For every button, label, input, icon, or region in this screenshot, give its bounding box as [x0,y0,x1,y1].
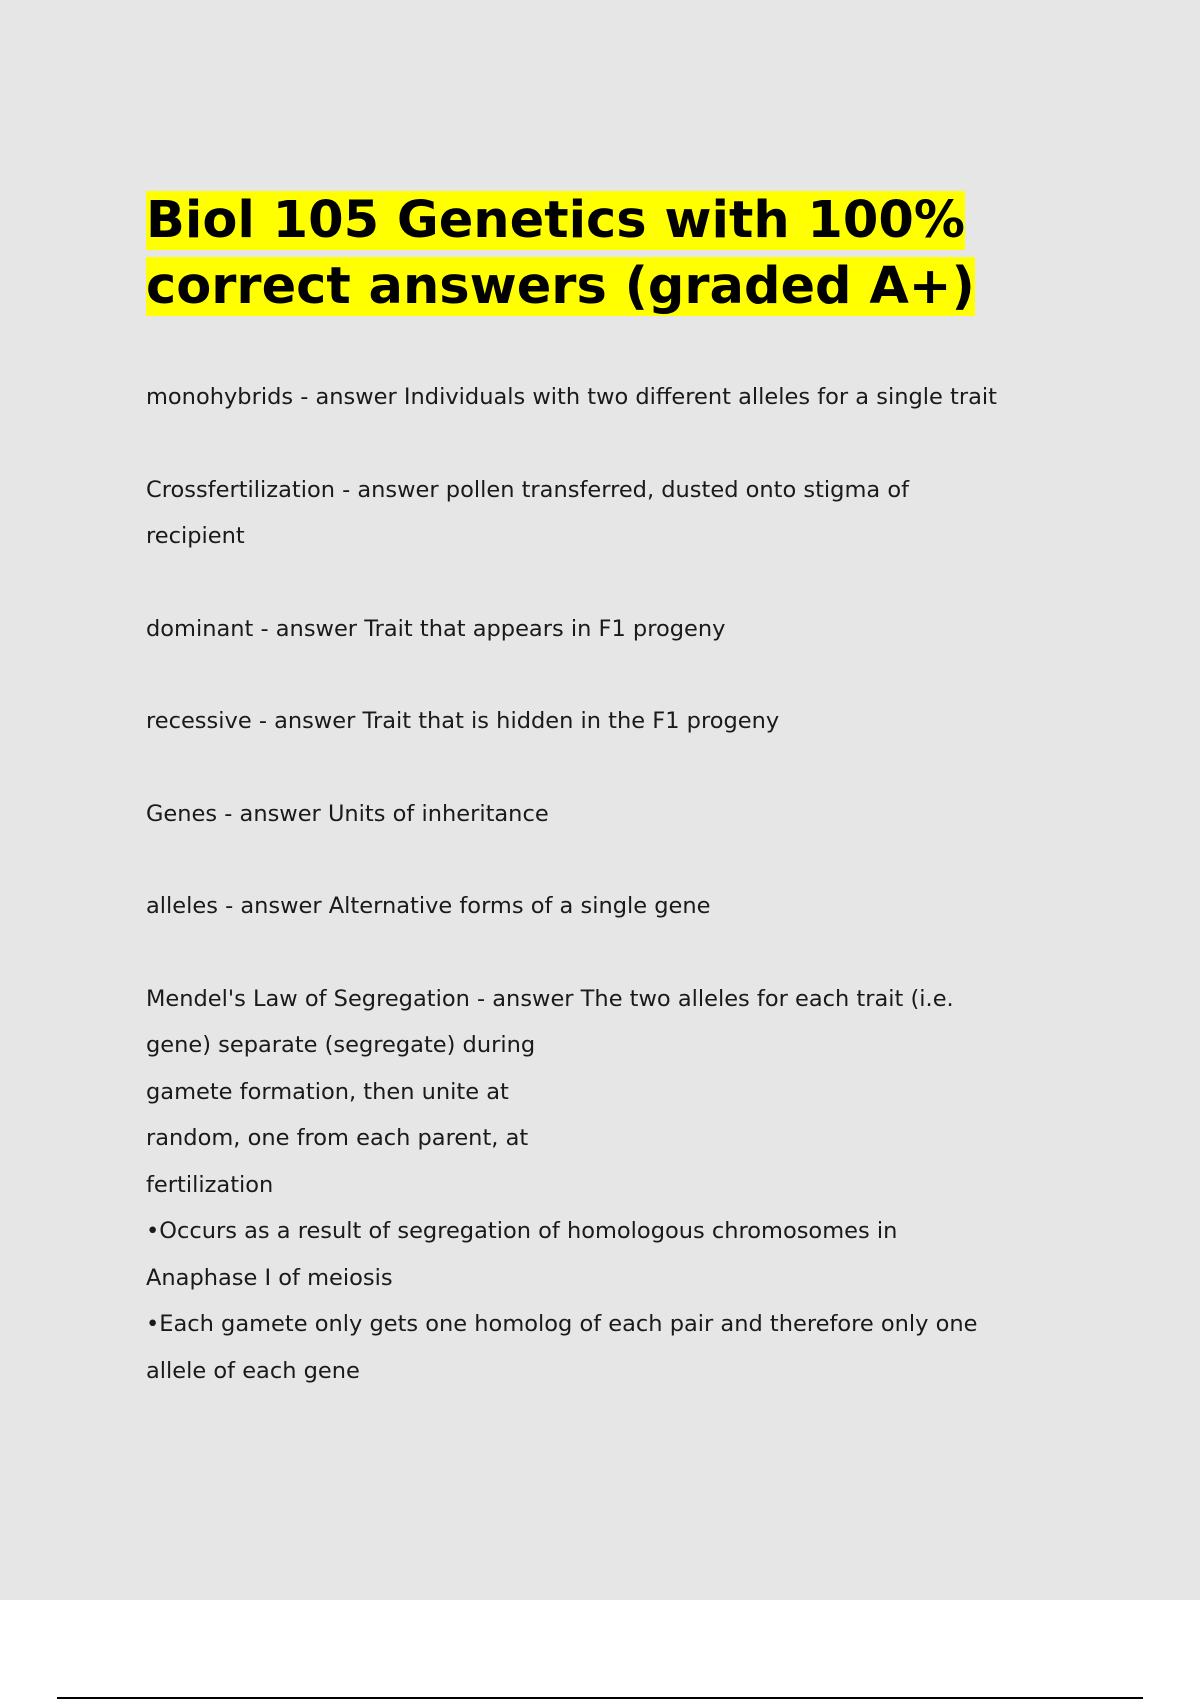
qa-entry-monohybrids [146,374,1076,421]
qa-entry-crossfertilization [146,467,1076,560]
qa-entry-law-of-segregation [146,976,1076,1395]
entry-line: random, one from each parent, at [146,1125,529,1151]
footer-divider [57,1697,1143,1699]
document-title-line-2: correct answers (graded A+) [146,257,975,316]
entry-line: fertilization [146,1171,274,1198]
qa-entry-recessive [146,698,1076,745]
entry-line: allele of each gene [146,1357,360,1384]
entry-line: gamete formation, then unite at [146,1078,509,1105]
qa-entry-dominant [146,606,1076,653]
document-title-line-1: Biol 105 Genetics with 100% [146,191,965,250]
entry-line: gene) separate (segregate) during [146,1032,536,1058]
entry-line: monohybrids - answer Individuals with two different alleles for a single trait [146,384,997,410]
document-title [146,188,1076,320]
entry-line: dominant - answer Trait that appears in F1 progeny [146,615,726,642]
entry-line: recessive - answer Trait that is hidden in the F1 progeny [146,708,780,734]
entry-line: Anaphase I of meiosis [146,1264,393,1291]
qa-entry-alleles [146,883,1076,930]
entry-line: Genes - answer Units of inheritance [146,800,549,827]
qa-entries [146,374,1076,1394]
entry-line: recipient [146,523,245,549]
qa-entry-genes [146,791,1076,838]
entry-bullet-line: •Occurs as a result of segregation of homologous chromosomes in [146,1218,898,1244]
document-content [146,188,1076,1440]
entry-line: Crossfertilization - answer pollen transferred, dusted onto stigma of [146,476,910,503]
entry-line: Mendel's Law of Segregation - answer The two alleles for each trait (i.e. [146,985,954,1012]
entry-line: alleles - answer Alternative forms of a single gene [146,893,711,919]
entry-bullet-line: •Each gamete only gets one homolog of each pair and therefore only one [146,1311,978,1337]
